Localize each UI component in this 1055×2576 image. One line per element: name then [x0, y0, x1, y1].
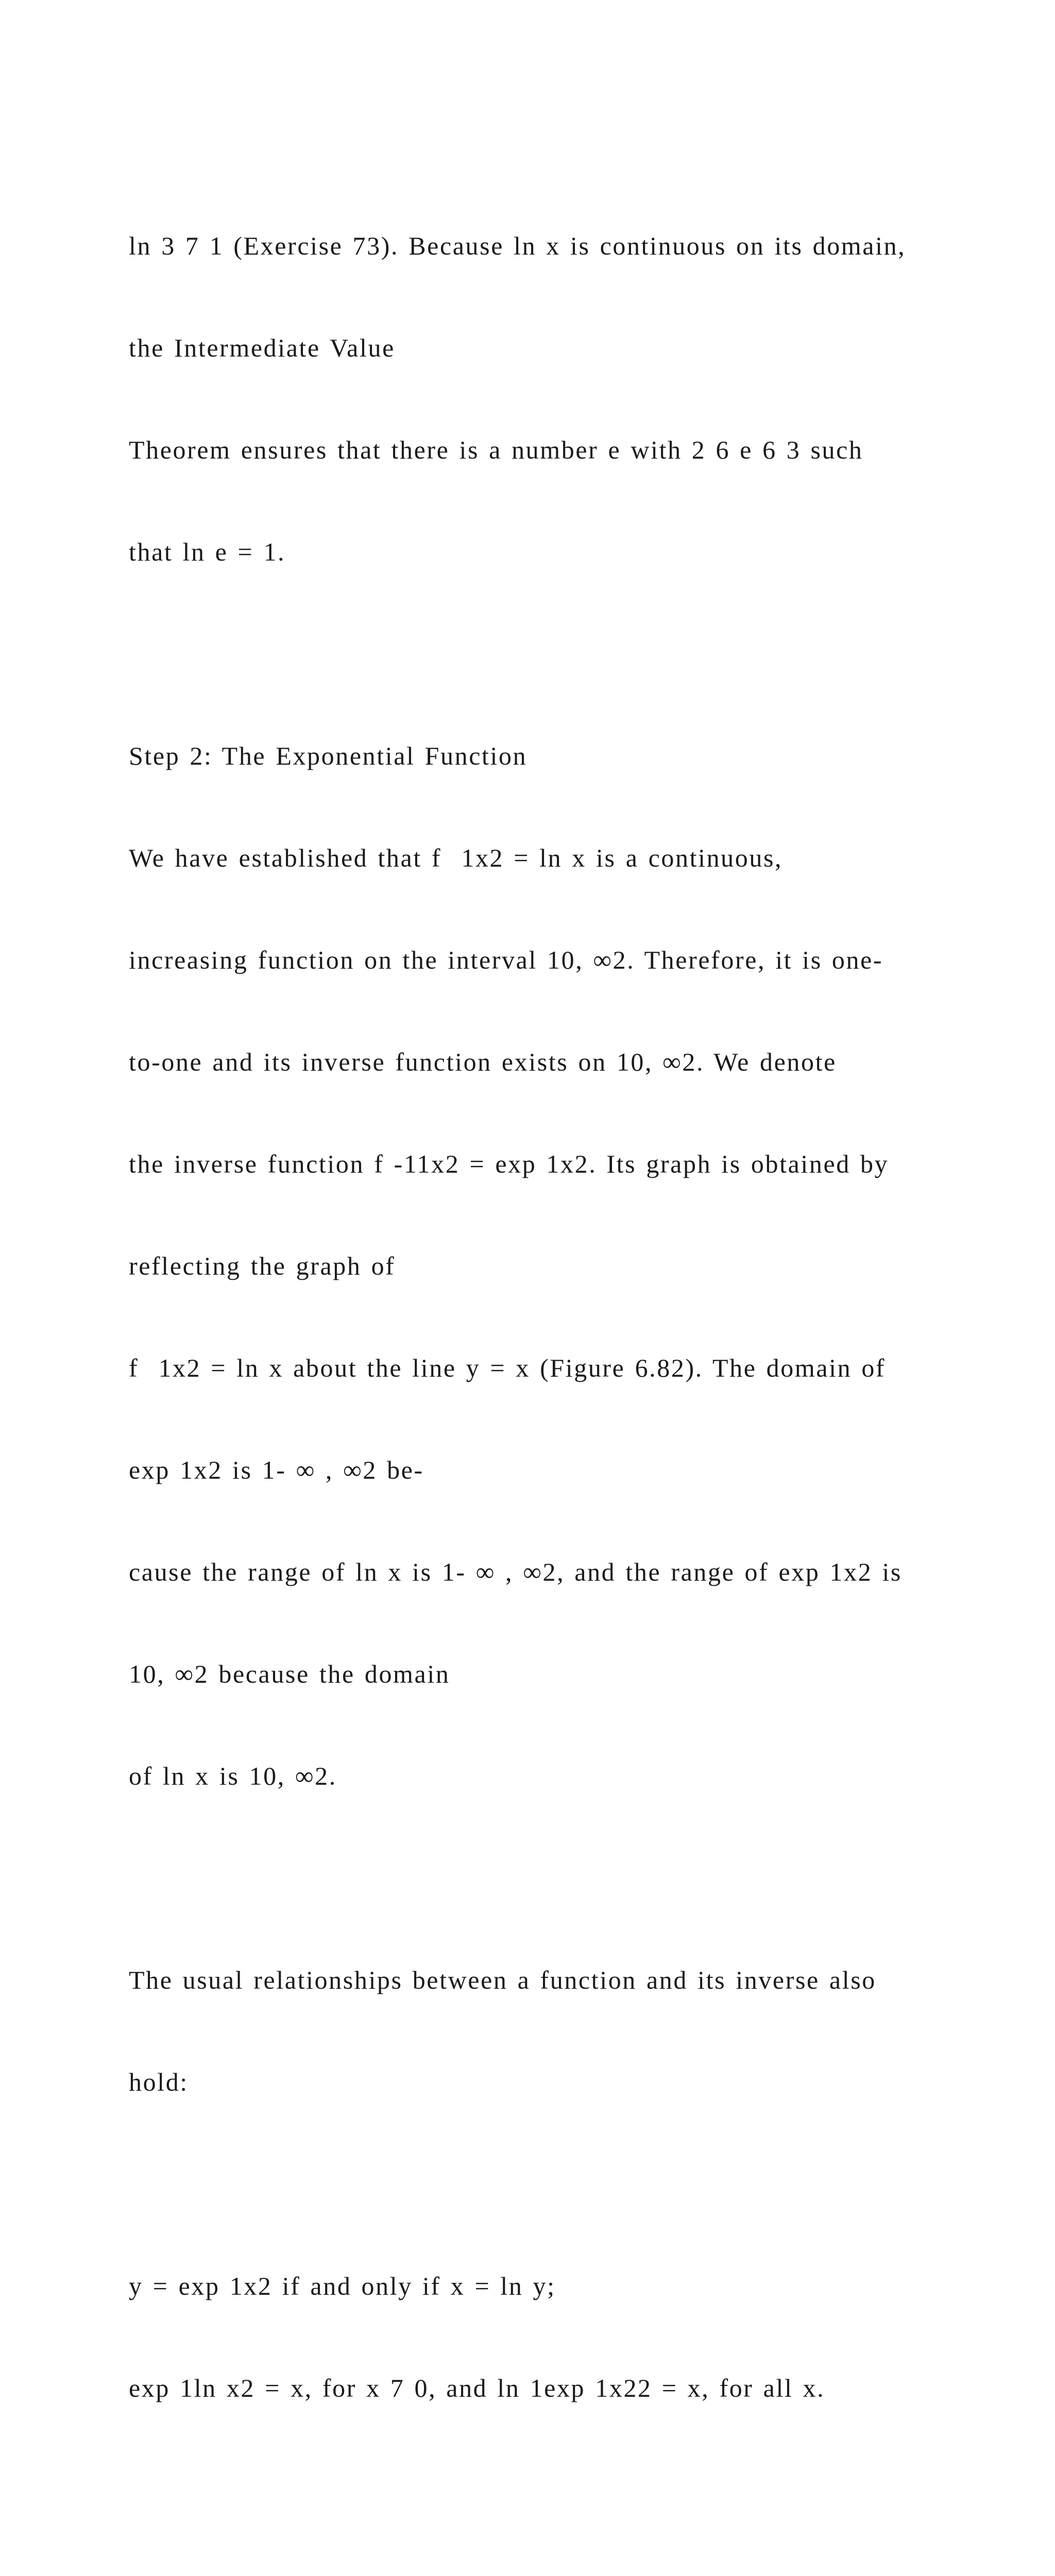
blank-line [129, 1861, 953, 1895]
text-line: The usual relationships between a function and its inverse also [129, 1965, 876, 1994]
text-line: to-one and its inverse function exists on 10, ∞2. We denote [129, 1047, 837, 1076]
text-line: increasing function on the interval 10, ∞2. Therefore, it is one- [129, 945, 883, 974]
text-line: the inverse function f -11x2 = exp 1x2. Its graph is obtained by [129, 1149, 889, 1178]
text-line: reflecting the graph of [129, 1251, 396, 1280]
blank-line [129, 2167, 953, 2201]
equation-line: exp 1ln x2 = x, for x 7 0, and ln 1exp 1x22 = x, for all x. [129, 2374, 825, 2402]
document-body-text [129, 161, 953, 2576]
equation-line: y = exp 1x2 if and only if x = ln y; [129, 2272, 556, 2300]
text-line: hold: [129, 2067, 189, 2096]
text-line: exp 1x2 is 1- ∞ , ∞2 be- [129, 1455, 424, 1484]
text-line: f 1x2 = ln x about the line y = x (Figure 6.82). The domain of [129, 1353, 886, 1382]
text-line: ln 3 7 1 (Exercise 73). Because ln x is continuous on its domain, [129, 231, 906, 260]
text-line: Theorem ensures that there is a number e with 2 6 e 6 3 such [129, 435, 863, 464]
text-line: cause the range of ln x is 1- ∞ , ∞2, and the range of exp 1x2 is [129, 1557, 902, 1586]
section-heading: Step 2: The Exponential Function [129, 741, 528, 770]
text-line: the Intermediate Value [129, 333, 395, 362]
text-line: 10, ∞2 because the domain [129, 1659, 450, 1688]
text-line [129, 2575, 953, 2576]
blank-line [129, 2473, 953, 2507]
blank-line [129, 637, 953, 671]
text-line: that ln e = 1. [129, 537, 286, 566]
text-line: of ln x is 10, ∞2. [129, 1761, 337, 1790]
text-line: We have established that f 1x2 = ln x is a continuous, [129, 843, 783, 872]
